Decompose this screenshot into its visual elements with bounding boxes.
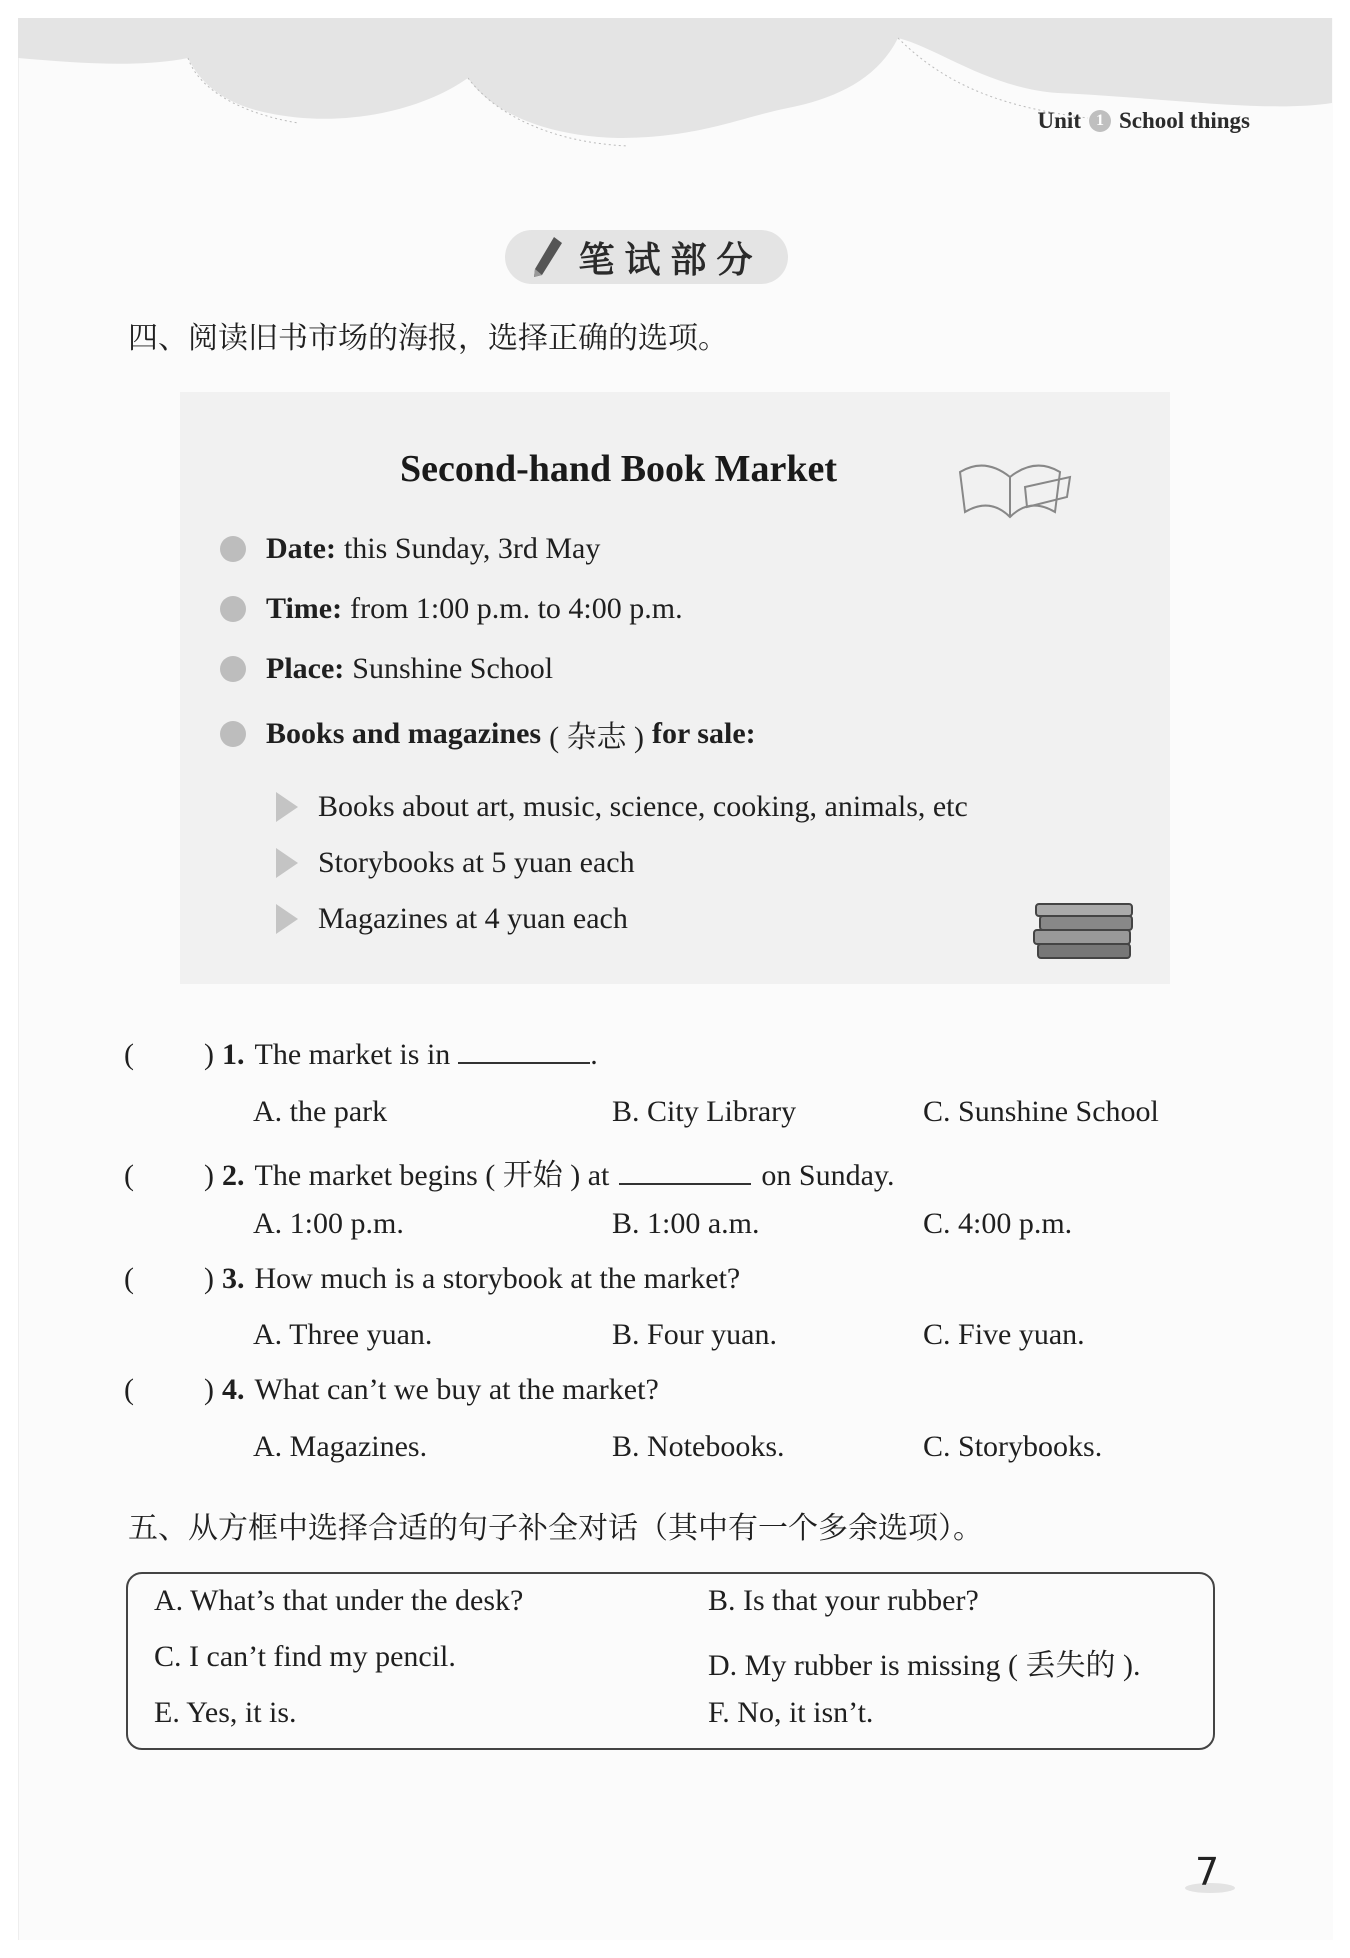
option-c: C. Sunshine School	[923, 1095, 1159, 1128]
sale-label-end: for sale:	[652, 717, 756, 750]
option-a: A. Magazines.	[253, 1430, 428, 1463]
bullet-dot-icon	[220, 656, 246, 682]
option-b: B. Four yuan.	[612, 1318, 777, 1351]
bullet-dot-icon	[220, 536, 246, 562]
unit-number-badge: 1	[1089, 110, 1111, 132]
poster-title: Second-hand Book Market	[400, 448, 838, 490]
question-text: The market begins ( 开始 ) at	[254, 1159, 610, 1192]
question-number: 2.	[222, 1159, 245, 1192]
time-value: from 1:00 p.m. to 4:00 p.m.	[350, 592, 683, 625]
sale-item	[276, 790, 968, 824]
answer-paren-open: (	[124, 1159, 134, 1192]
book-stack-icon	[1030, 902, 1140, 972]
triangle-bullet-icon	[276, 792, 298, 822]
answer-paren-open: (	[124, 1038, 134, 1071]
answer-paren-open: (	[124, 1262, 134, 1295]
section-title: 笔试部分	[578, 239, 763, 281]
sale-label-cn: ( 杂志 )	[549, 721, 645, 754]
option-a: A. 1:00 p.m.	[253, 1207, 404, 1240]
place-value: Sunshine School	[352, 652, 554, 685]
question-text: How much is a storybook at the market?	[254, 1262, 741, 1295]
header-cloud-decoration	[18, 18, 1332, 168]
option-a: A. the park	[253, 1095, 388, 1128]
sale-item-text: Storybooks at 5 yuan each	[318, 846, 635, 879]
answer-paren-open: (	[124, 1373, 134, 1406]
option-c: C. Storybooks.	[923, 1430, 1103, 1463]
option-c: C. 4:00 p.m.	[923, 1207, 1073, 1240]
bullet-dot-icon	[220, 596, 246, 622]
answer-paren-close: )	[204, 1159, 214, 1192]
triangle-bullet-icon	[276, 848, 298, 878]
date-value: this Sunday, 3rd May	[343, 532, 601, 565]
sale-item-text: Books about art, music, science, cooking, animals, etc	[318, 790, 968, 823]
question-text: What can’t we buy at the market?	[254, 1373, 659, 1406]
sentence-option-f: F. No, it isn’t.	[708, 1696, 874, 1729]
sentence-option-c: C. I can’t find my pencil.	[154, 1640, 456, 1673]
q4-heading: 四、阅读旧书市场的海报，选择正确的选项。	[128, 321, 728, 356]
answer-paren-close: )	[204, 1038, 214, 1071]
date-label: Date:	[266, 532, 336, 565]
question-text-end: on Sunday.	[761, 1159, 895, 1192]
sentence-option-a: A. What’s that under the desk?	[154, 1584, 524, 1617]
option-c: C. Five yuan.	[923, 1318, 1085, 1351]
poster-date-row	[220, 532, 600, 566]
open-book-icon	[955, 452, 1075, 527]
triangle-bullet-icon	[276, 904, 298, 934]
sentence-options-box	[126, 1572, 1215, 1750]
sale-item	[276, 846, 635, 880]
question-text-end: .	[590, 1038, 598, 1071]
question-1	[124, 1038, 598, 1072]
poster-place-row	[220, 652, 553, 686]
book-market-poster	[180, 392, 1170, 984]
option-b: B. City Library	[612, 1095, 797, 1128]
bullet-dot-icon	[220, 721, 246, 747]
question-2	[124, 1150, 894, 1194]
time-label: Time:	[266, 592, 343, 625]
poster-time-row	[220, 592, 683, 626]
sentence-option-e: E. Yes, it is.	[154, 1696, 297, 1729]
option-b: B. Notebooks.	[612, 1430, 785, 1463]
page-number: 7	[1195, 1850, 1220, 1894]
answer-paren-close: )	[204, 1373, 214, 1406]
question-number: 3.	[222, 1262, 245, 1295]
unit-header	[1038, 108, 1250, 134]
answer-paren-close: )	[204, 1262, 214, 1295]
question-3	[124, 1262, 740, 1296]
sale-label: Books and magazines	[266, 717, 542, 750]
question-4	[124, 1373, 659, 1407]
place-label: Place:	[266, 652, 345, 685]
pencil-icon	[530, 235, 564, 279]
option-a: A. Three yuan.	[253, 1318, 433, 1351]
option-b: B. 1:00 a.m.	[612, 1207, 760, 1240]
question-text: The market is in	[254, 1038, 451, 1071]
section-title-banner	[505, 230, 788, 284]
answer-blank[interactable]	[619, 1159, 751, 1185]
q5-heading: 五、从方框中选择合适的句子补全对话（其中有一个多余选项）。	[128, 1511, 983, 1546]
unit-title: School things	[1118, 108, 1250, 133]
sale-item	[276, 902, 628, 936]
sale-item-text: Magazines at 4 yuan each	[318, 902, 628, 935]
question-number: 4.	[222, 1373, 245, 1406]
sentence-option-d: D. My rubber is missing ( 丢失的 ).	[708, 1649, 1141, 1682]
unit-word: Unit	[1037, 108, 1081, 133]
poster-sale-row	[220, 712, 764, 756]
sentence-option-b: B. Is that your rubber?	[708, 1584, 979, 1617]
question-number: 1.	[222, 1038, 245, 1071]
answer-blank[interactable]	[458, 1038, 590, 1064]
